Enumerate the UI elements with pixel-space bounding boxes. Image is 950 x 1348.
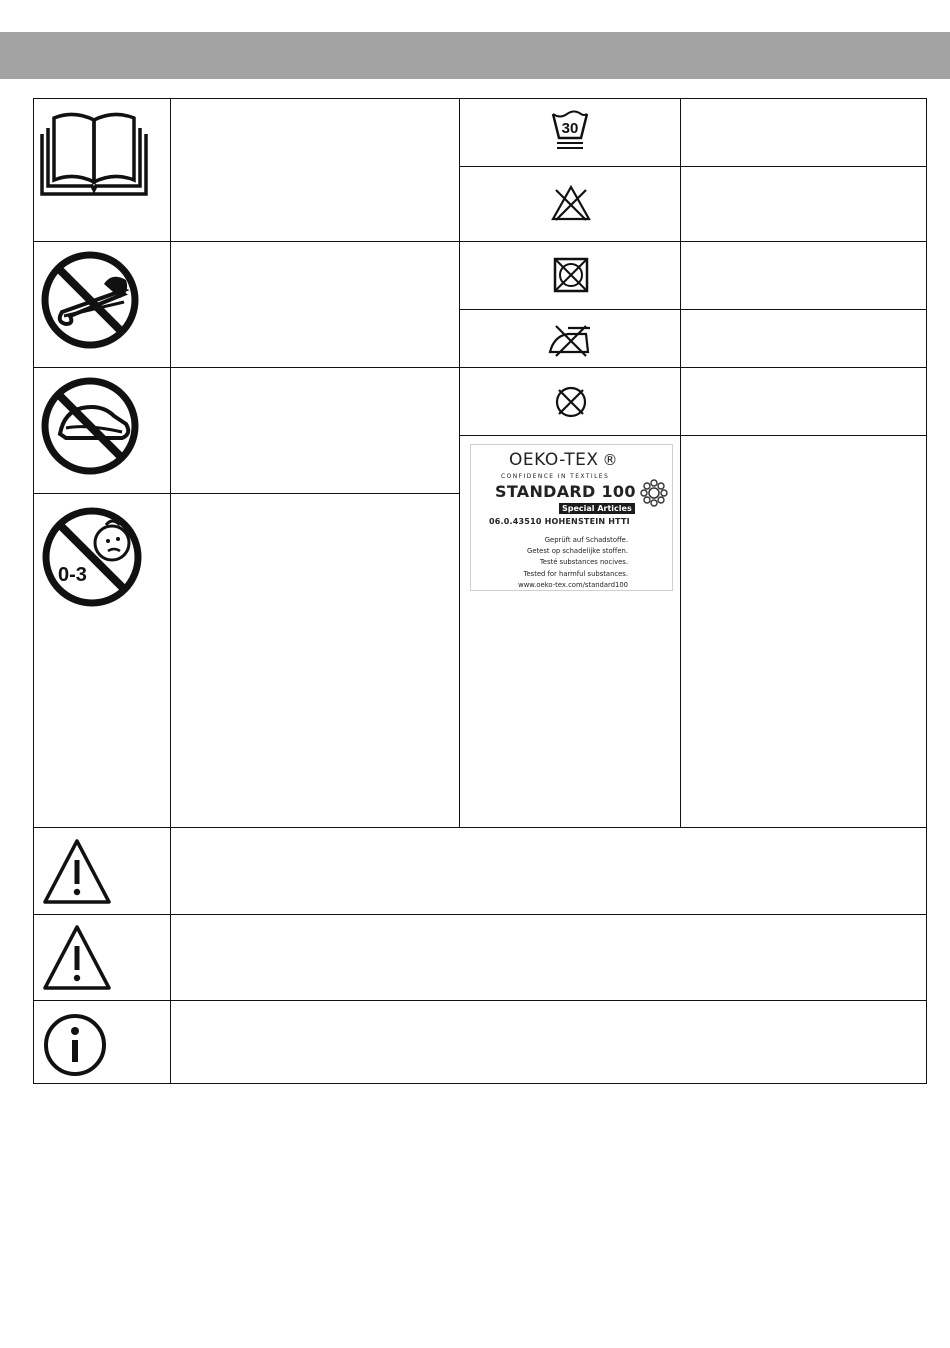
read-manual-icon xyxy=(40,108,148,196)
warning-icon xyxy=(42,924,112,992)
row-divider xyxy=(459,435,927,436)
oeko-tex-flower-icon xyxy=(639,478,669,512)
do-not-tumble-dry-icon xyxy=(553,257,589,293)
do-not-dry-clean-icon xyxy=(553,384,589,420)
info-icon xyxy=(42,1012,108,1078)
no-safety-pin-icon xyxy=(40,250,140,350)
oeko-tex-certificate: 06.0.43510 HOHENSTEIN HTTI xyxy=(489,517,630,526)
row-divider xyxy=(459,166,927,167)
oeko-tex-text-lines xyxy=(518,535,628,591)
table-border-top xyxy=(33,98,927,99)
row-divider xyxy=(33,493,460,494)
table-divider-2 xyxy=(459,98,460,827)
oeko-tex-line: www.oeko-tex.com/standard100 xyxy=(518,580,628,589)
row-divider xyxy=(459,309,927,310)
row-divider xyxy=(33,367,927,368)
row-divider xyxy=(33,241,927,242)
table-border-bottom xyxy=(33,1083,927,1084)
do-not-iron-icon xyxy=(546,322,592,358)
oeko-tex-badge: Special Articles xyxy=(559,503,635,514)
do-not-bleach-icon xyxy=(550,184,592,222)
table-divider-3 xyxy=(680,98,681,827)
not-for-children-icon xyxy=(40,505,144,609)
oeko-tex-brand: OEKO-TEX ® xyxy=(509,450,619,470)
wash-30-icon xyxy=(549,110,591,152)
oeko-tex-line: Tested for harmful substances. xyxy=(523,569,628,578)
row-divider xyxy=(33,1000,927,1001)
oeko-tex-line: Geprüft auf Schadstoffe. xyxy=(544,536,628,544)
oeko-tex-line: Testé substances nocives. xyxy=(539,558,628,567)
do-not-fold-icon xyxy=(40,376,140,476)
table-border-left xyxy=(33,98,34,1084)
oeko-tex-tagline: CONFIDENCE IN TEXTILES xyxy=(501,473,610,480)
oeko-tex-standard: STANDARD 100 xyxy=(495,482,636,501)
oeko-tex-label xyxy=(470,444,673,591)
row-divider xyxy=(33,914,927,915)
oeko-tex-line: Getest op schadelijke stoffen. xyxy=(527,547,628,556)
row-divider xyxy=(33,827,927,828)
warning-icon xyxy=(42,838,112,906)
age-label: 0-3 xyxy=(58,564,87,586)
table-border-right xyxy=(926,98,927,1084)
table-divider-1 xyxy=(170,98,171,1084)
wash-temperature: 30 xyxy=(561,120,579,137)
